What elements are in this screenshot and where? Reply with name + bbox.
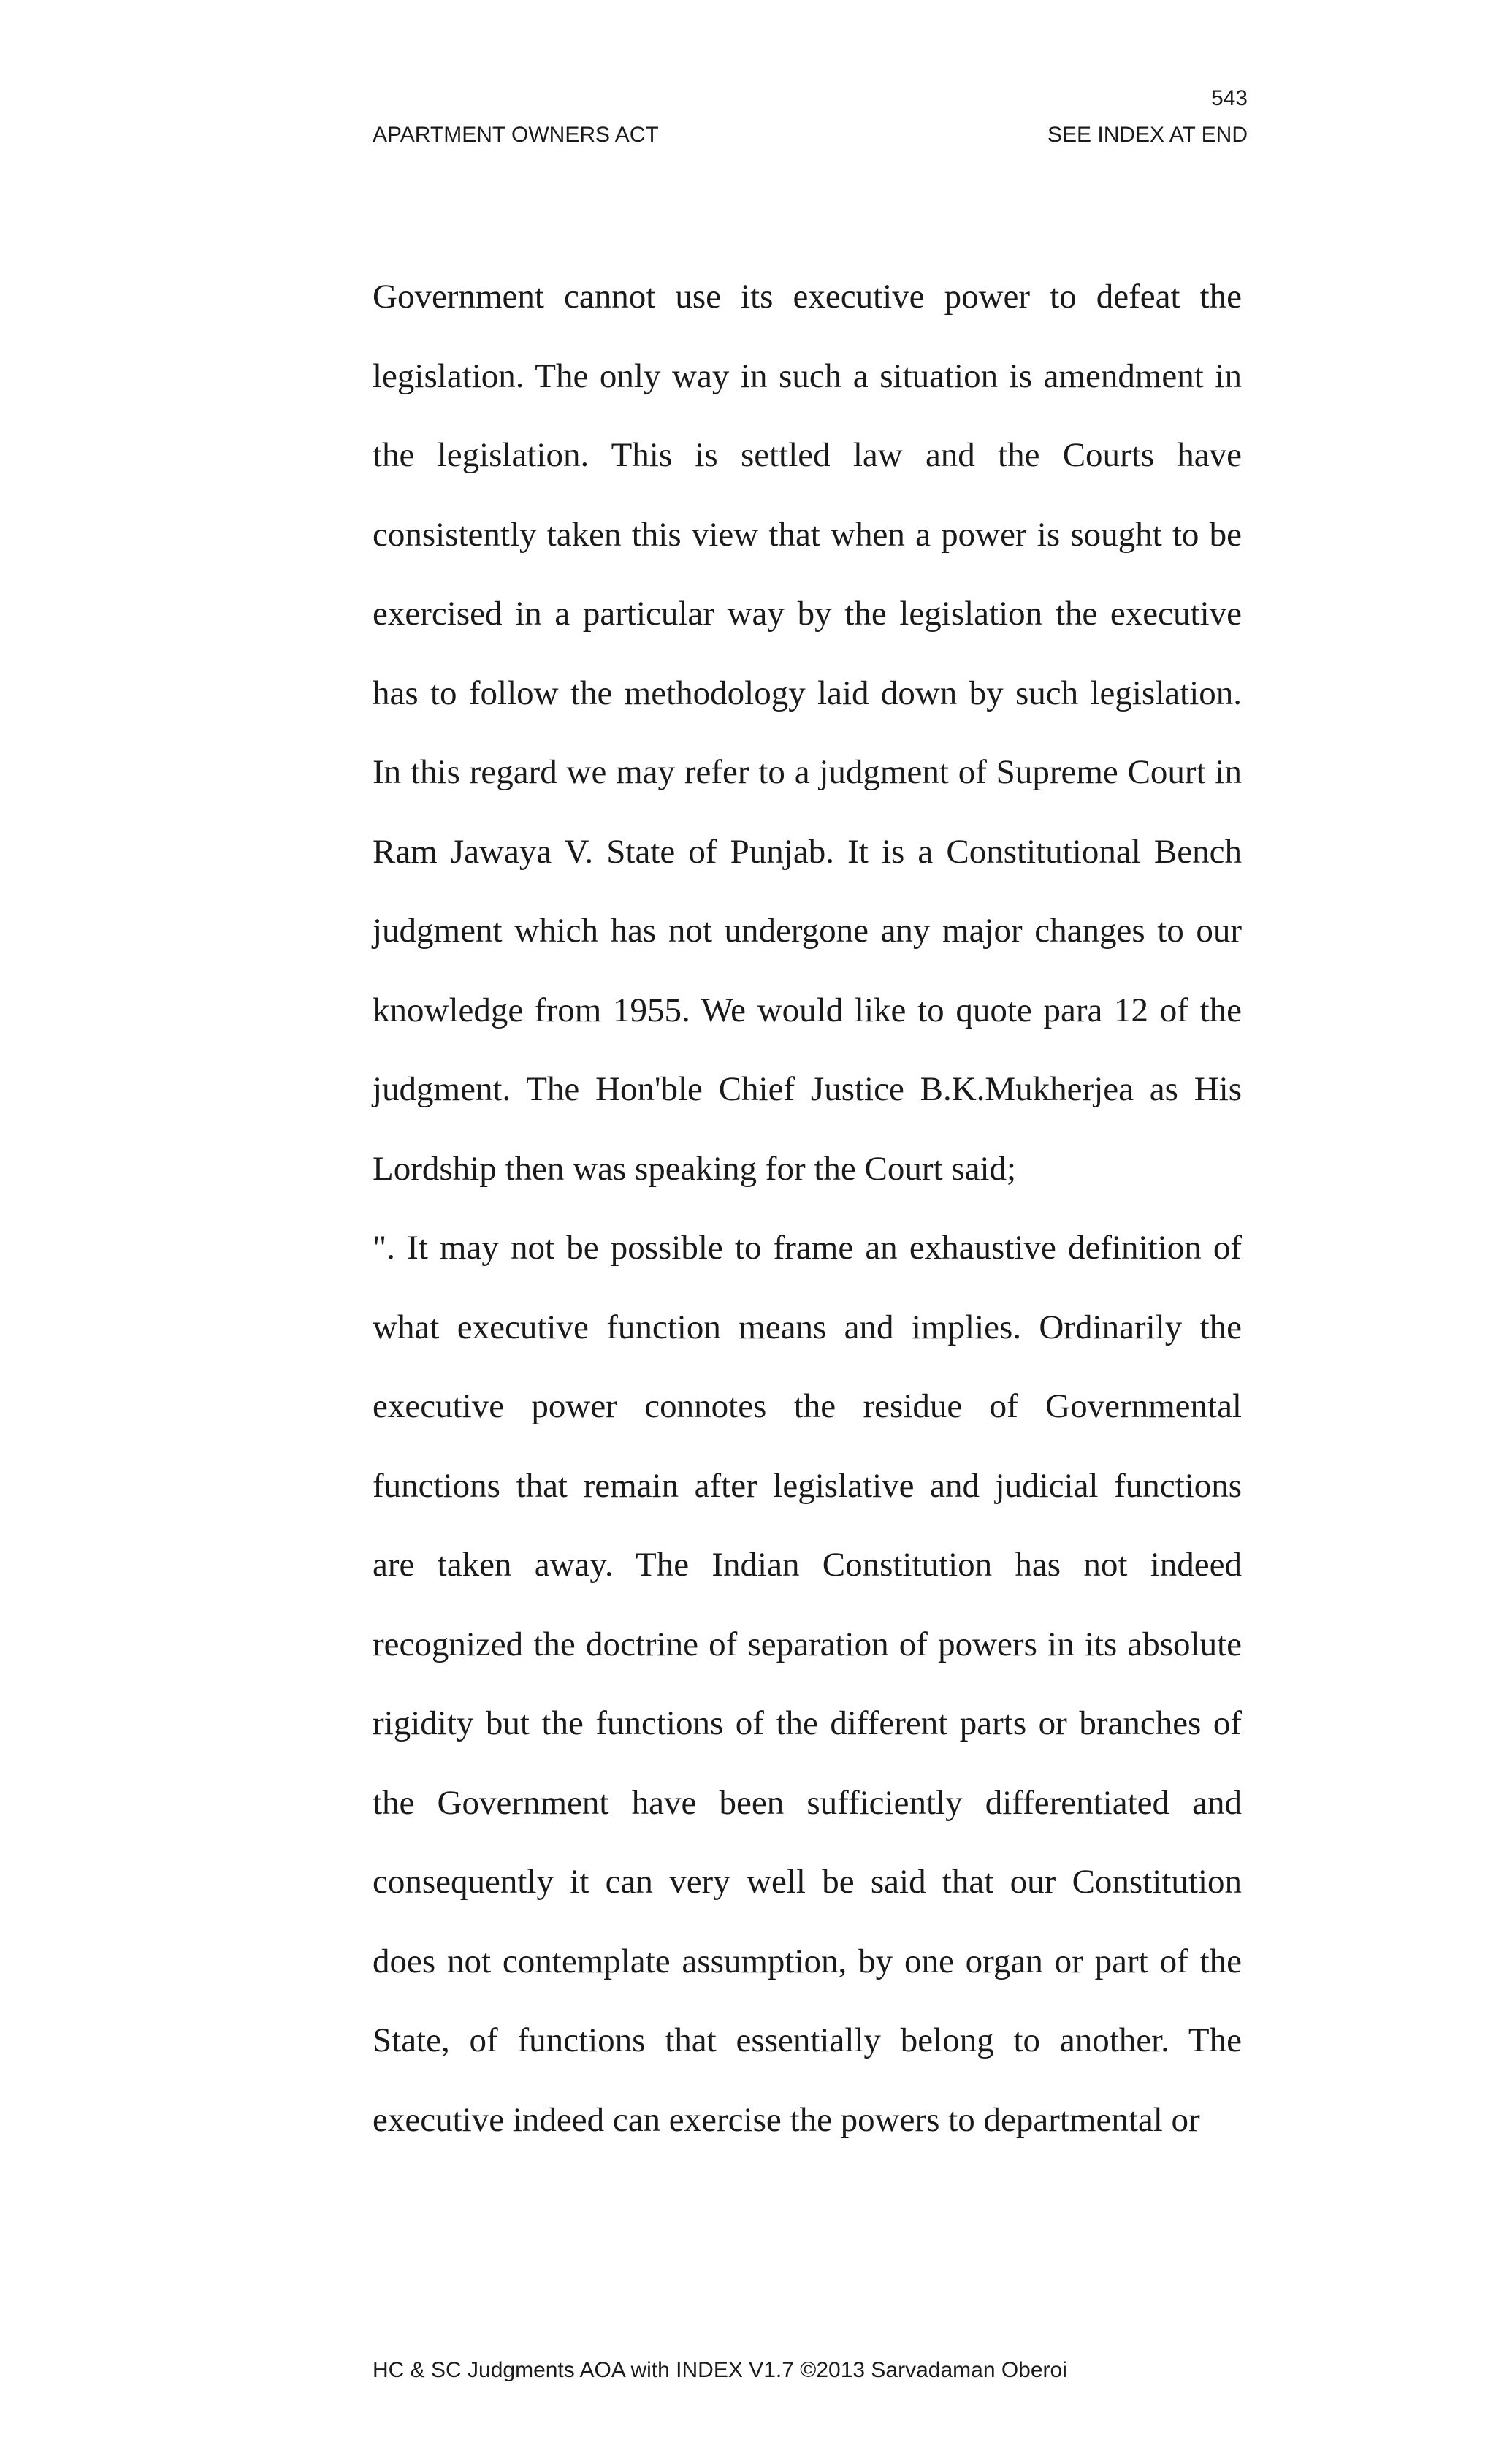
page-footer: HC & SC Judgments AOA with INDEX V1.7 ©2013 Sarvadaman Oberoi <box>373 2358 1067 2382</box>
page-number: 543 <box>1210 86 1248 110</box>
header-title: APARTMENT OWNERS ACT <box>373 123 659 147</box>
document-body <box>373 257 1242 2159</box>
running-header <box>373 124 1248 146</box>
paragraph: Government cannot use its executive power to defeat the legislation. The only way in such a situation is amendment in the legislation. This is settled law and the Courts have consistently taken this view that when a power is sought to be exercised in a particular way by the legislation the executive has to follow the methodology laid down by such legislation. In this regard we may refer to a judgment of Supreme Court in Ram Jawaya V. State of Punjab. It is a Constitutional Bench judgment which has not undergone any major changes to our knowledge from 1955. We would like to quote para 12 of the judgment. The Hon'ble Chief Justice B.K.Mukherjea as His Lordship then was speaking for the Court said; <box>373 278 1242 1188</box>
header-index-note: SEE INDEX AT END <box>1047 123 1248 147</box>
quoted-paragraph: ". It may not be possible to frame an exhaustive definition of what executive function means and implies. Ordinarily the executive power connotes the residue of Governmental functions that remain after legislative and judicial functions are taken away. The Indian Constitution has not indeed recognized the doctrine of separation of powers in its absolute rigidity but the functions of the different parts or branches of the Government have been sufficiently differentiated and consequently it can very well be said that our Constitution does not contemplate assumption, by one organ or part of the State, of functions that essentially belong to another. The executive indeed can exercise the powers to departmental or <box>373 1229 1242 2139</box>
